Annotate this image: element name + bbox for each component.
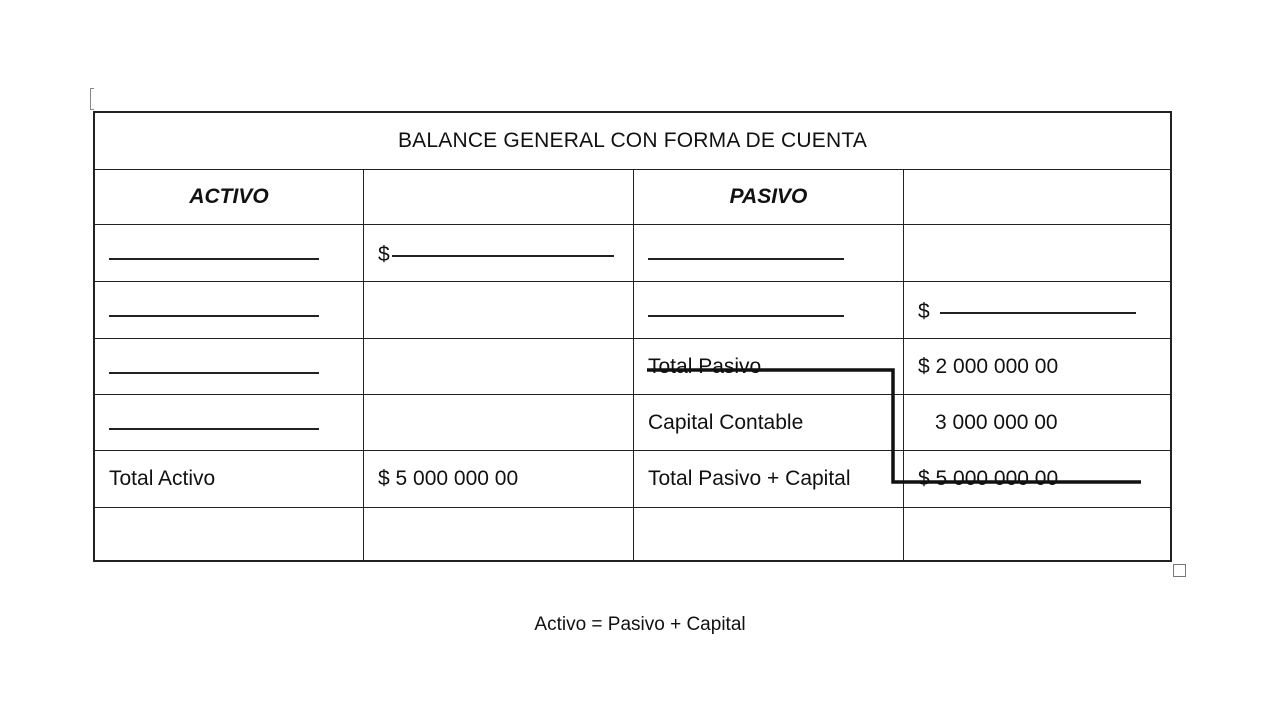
title-row xyxy=(95,113,1170,170)
header-pasivo: PASIVO xyxy=(634,170,904,224)
header-empty-1 xyxy=(364,170,634,224)
pasivo-blank-cell xyxy=(634,225,904,281)
pasivo-amount-cell xyxy=(904,282,1172,338)
header-empty-2 xyxy=(904,170,1172,224)
activo-amount-cell xyxy=(364,225,634,281)
table-row xyxy=(95,451,1170,508)
empty-cell xyxy=(634,508,904,560)
activo-amount-cell xyxy=(364,339,634,394)
balance-sheet-table xyxy=(93,111,1172,562)
blank-line xyxy=(392,235,614,257)
activo-amount-cell xyxy=(364,395,634,450)
pasivo-amount-cell xyxy=(904,225,1172,281)
table-row xyxy=(95,508,1170,560)
blank-line xyxy=(109,295,319,317)
activo-amount-cell xyxy=(364,282,634,338)
header-row xyxy=(95,170,1170,225)
header-activo: ACTIVO xyxy=(95,170,364,224)
blank-line xyxy=(109,352,319,374)
activo-blank-cell xyxy=(95,339,364,394)
blank-line xyxy=(109,238,319,260)
total-pasivo-label: Total Pasivo xyxy=(634,339,904,394)
dollar-sign: $ xyxy=(378,243,390,266)
activo-blank-cell xyxy=(95,282,364,338)
capital-contable-label: Capital Contable xyxy=(634,395,904,450)
empty-cell xyxy=(904,508,1172,560)
table-row xyxy=(95,395,1170,451)
pasivo-blank-cell xyxy=(634,282,904,338)
activo-blank-cell xyxy=(95,395,364,450)
amount-field xyxy=(378,239,614,267)
text-cursor-mark xyxy=(90,88,94,110)
empty-cell xyxy=(364,508,634,560)
blank-line xyxy=(109,408,319,430)
table-title: BALANCE GENERAL CON FORMA DE CUENTA xyxy=(397,129,868,152)
blank-line xyxy=(940,292,1136,314)
dollar-sign: $ xyxy=(918,300,930,323)
resize-handle[interactable] xyxy=(1173,564,1186,577)
total-pasivo-capital-value: $ 5 000 000 00 xyxy=(918,467,1059,490)
empty-cell xyxy=(95,508,364,560)
table-row xyxy=(95,339,1170,395)
capital-contable-value: 3 000 000 00 xyxy=(935,410,1058,434)
amount-field xyxy=(918,296,1136,324)
table-row xyxy=(95,282,1170,339)
total-activo-value: $ 5 000 000 00 xyxy=(364,451,634,507)
blank-line xyxy=(648,295,844,317)
accounting-equation-caption: Activo = Pasivo + Capital xyxy=(534,614,746,635)
total-pasivo-capital-label: Total Pasivo + Capital xyxy=(634,451,904,507)
total-activo-label: Total Activo xyxy=(95,451,364,507)
table-row xyxy=(95,225,1170,282)
blank-line xyxy=(648,238,844,260)
activo-blank-cell xyxy=(95,225,364,281)
total-pasivo-value: $ 2 000 000 00 xyxy=(918,354,1059,378)
